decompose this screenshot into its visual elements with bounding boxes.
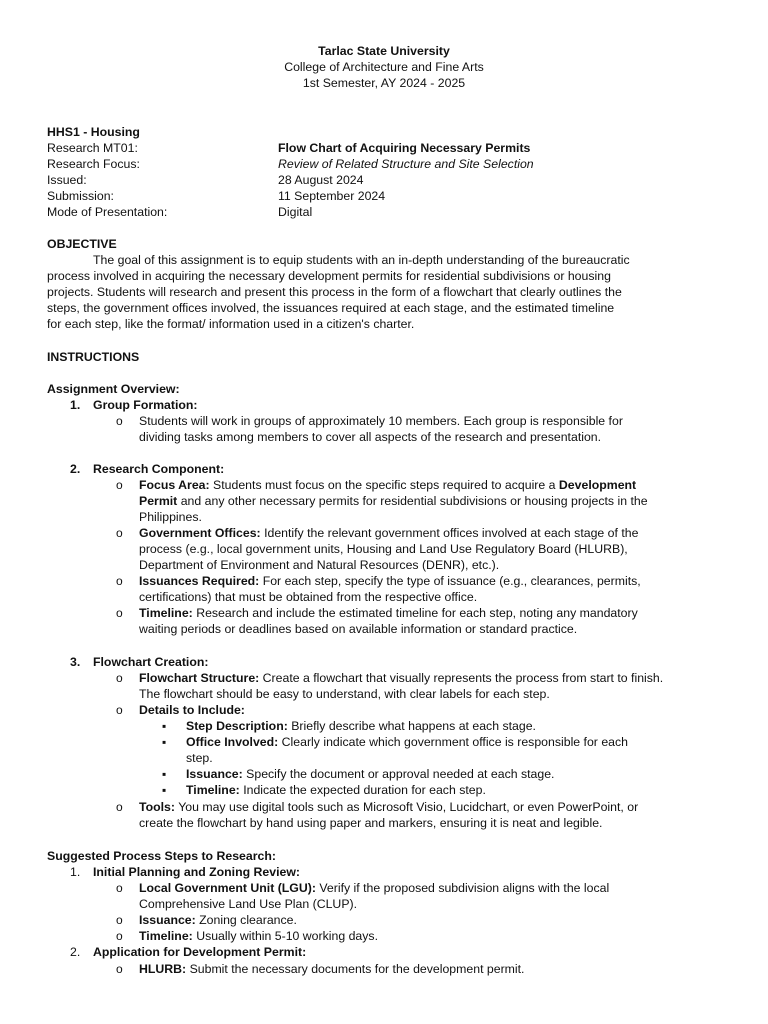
bullet-details-heading: Details to Include: [139, 703, 245, 717]
objective-line: process involved in acquiring the necessary development permits for residential subdivisions or housing [47, 269, 611, 283]
circle-bullet-icon: o [116, 703, 123, 717]
college-name: College of Architecture and Fine Arts [284, 60, 484, 74]
square-bullet-icon: ▪ [162, 783, 167, 797]
section-number: 1. [70, 398, 81, 412]
sub-bullet-office-involved: Office Involved: Clearly indicate which government office is responsible for each [186, 735, 628, 749]
bullet-flowchart-structure: Flowchart Structure: Create a flowchart that visually represents the process from start to finish. [139, 671, 664, 685]
bullet-text: Comprehensive Land Use Plan (CLUP). [139, 897, 358, 911]
sub-bullet-issuance: Issuance: Specify the document or approval needed at each stage. [186, 767, 555, 781]
bullet-text: dividing tasks among members to cover all aspects of the research and presentation. [139, 430, 602, 444]
info-label-issued: Issued: [47, 173, 87, 187]
sub-bullet-text: step. [186, 751, 213, 765]
square-bullet-icon: ▪ [162, 719, 167, 733]
step-title: Application for Development Permit: [93, 945, 307, 959]
objective-heading: OBJECTIVE [47, 237, 117, 251]
semester-line: 1st Semester, AY 2024 - 2025 [302, 76, 466, 90]
info-label-focus: Research Focus: [47, 157, 140, 171]
step-number: 2. [70, 945, 81, 959]
info-value-research: Flow Chart of Acquiring Necessary Permits [278, 141, 531, 155]
objective-line: The goal of this assignment is to equip students with an in-depth understanding of the bureaucratic [93, 253, 630, 267]
objective-line: steps, the government offices involved, the issuances required at each stage, and the estimated timeline [47, 301, 615, 315]
bullet-issuances: Issuances Required: For each step, specify the type of issuance (e.g., clearances, permits, [139, 574, 641, 588]
sub-bullet-timeline: Timeline: Indicate the expected duration for each step. [186, 783, 486, 797]
bullet-text: process (e.g., local government units, Housing and Land Use Regulatory Board (HLURB), [139, 542, 628, 556]
assignment-overview-heading: Assignment Overview: [47, 382, 180, 396]
bullet-text: Department of Environment and Natural Resources (DENR), etc.). [139, 558, 500, 572]
objective-line: for each step, like the format/ information used in a citizen's charter. [47, 317, 415, 331]
circle-bullet-icon: o [116, 478, 123, 492]
step-number: 1. [70, 865, 81, 879]
bullet-timeline: Timeline: Usually within 5-10 working days. [139, 929, 378, 943]
circle-bullet-icon: o [116, 929, 123, 943]
info-value-mode: Digital [278, 205, 313, 219]
circle-bullet-icon: o [116, 414, 123, 428]
info-value-focus: Review of Related Structure and Site Selection [278, 157, 534, 171]
section-number: 3. [70, 655, 81, 669]
section-title: Group Formation: [93, 398, 198, 412]
circle-bullet-icon: o [116, 606, 123, 620]
bullet-text: Permit and any other necessary permits for residential subdivisions or housing projects in the [139, 494, 648, 508]
circle-bullet-icon: o [116, 526, 123, 540]
info-label-research: Research MT01: [47, 141, 138, 155]
suggested-steps-heading: Suggested Process Steps to Research: [47, 849, 276, 863]
circle-bullet-icon: o [116, 881, 123, 895]
circle-bullet-icon: o [116, 962, 123, 976]
sub-bullet-step-description: Step Description: Briefly describe what happens at each stage. [186, 719, 536, 733]
section-title: Research Component: [93, 462, 225, 476]
bullet-hlurb: HLURB: Submit the necessary documents for the development permit. [139, 962, 525, 976]
instructions-heading: INSTRUCTIONS [47, 350, 140, 364]
circle-bullet-icon: o [116, 574, 123, 588]
circle-bullet-icon: o [116, 671, 123, 685]
section-title: Flowchart Creation: [93, 655, 209, 669]
info-label-submission: Submission: [47, 189, 114, 203]
bullet-text: waiting periods or deadlines based on available information or standard practice. [139, 622, 578, 636]
section-number: 2. [70, 462, 81, 476]
bullet-text: certifications) that must be obtained from the respective office. [139, 590, 478, 604]
info-value-submission: 11 September 2024 [278, 189, 386, 203]
bullet-government-offices: Government Offices: Identify the relevant government offices involved at each stage of the [139, 526, 639, 540]
circle-bullet-icon: o [116, 913, 123, 927]
bullet-timeline: Timeline: Research and include the estimated timeline for each step, noting any mandatory [139, 606, 638, 620]
square-bullet-icon: ▪ [162, 735, 167, 749]
circle-bullet-icon: o [116, 800, 123, 814]
objective-line: projects. Students will research and present this process in the form of a flowchart that clearly outlines the [47, 285, 622, 299]
info-value-issued: 28 August 2024 [278, 173, 364, 187]
bullet-text: create the flowchart by hand using paper and markers, ensuring it is neat and legible. [139, 816, 603, 830]
bullet-text: Students will work in groups of approximately 10 members. Each group is responsible for [139, 414, 623, 428]
bullet-lgu: Local Government Unit (LGU): Verify if the proposed subdivision aligns with the local [139, 881, 610, 895]
bullet-tools: Tools: You may use digital tools such as Microsoft Visio, Lucidchart, or even PowerPoint, or [139, 800, 639, 814]
bullet-issuance: Issuance: Zoning clearance. [139, 913, 297, 927]
bullet-focus-area: Focus Area: Students must focus on the specific steps required to acquire a Development [139, 478, 637, 492]
square-bullet-icon: ▪ [162, 767, 167, 781]
course-title: HHS1 - Housing [47, 125, 140, 139]
info-label-mode: Mode of Presentation: [47, 205, 168, 219]
bullet-text: Philippines. [139, 510, 202, 524]
step-title: Initial Planning and Zoning Review: [93, 865, 301, 879]
university-name: Tarlac State University [318, 44, 450, 58]
bullet-text: The flowchart should be easy to understand, with clear labels for each step. [139, 687, 550, 701]
